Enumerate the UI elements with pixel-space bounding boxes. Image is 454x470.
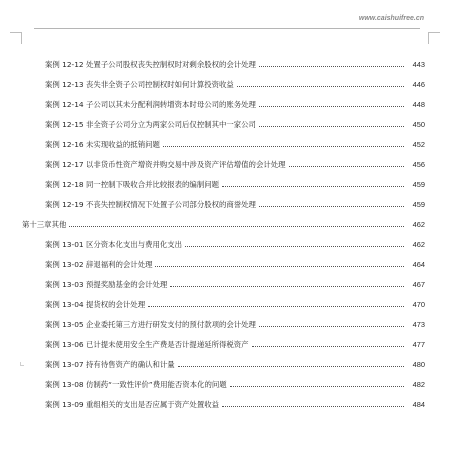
toc-entry-page: 464 (412, 259, 425, 269)
toc-entry-title: 案例 12-18 同一控制下吸收合并比较报表的编制问题 (45, 179, 219, 189)
toc-leader-dots (289, 166, 404, 167)
toc-leader-dots (178, 366, 404, 367)
toc-entry-title: 案例 13-02 辞退福利的会计处理 (45, 259, 153, 269)
toc-entry[interactable] (0, 254, 454, 274)
toc-entry[interactable] (0, 354, 454, 374)
toc-leader-dots (237, 86, 404, 87)
toc-entry[interactable] (0, 114, 454, 134)
toc-entry-page: 467 (412, 279, 425, 289)
toc-entry[interactable] (0, 274, 454, 294)
toc-leader-dots (155, 266, 404, 267)
toc-entry-page: 462 (412, 239, 425, 249)
toc-entry-title: 案例 12-19 不丧失控制权情况下处置子公司部分股权的商誉处理 (45, 199, 256, 209)
toc-leader-dots (170, 286, 404, 287)
toc-entry-title: 案例 13-05 企业委托第三方进行研发支付的预付款项的会计处理 (45, 319, 256, 329)
toc-entry-title: 案例 13-09 重组相关的支出是否应属于资产处置收益 (45, 399, 219, 409)
toc-entry-page: 452 (412, 139, 425, 149)
toc-entry[interactable] (0, 234, 454, 254)
toc-entry[interactable] (0, 94, 454, 114)
toc-entry-title: 案例 13-08 仿制药“一致性评价”费用能否资本化的问题 (45, 379, 227, 389)
toc-entry-title: 案例 13-01 区分资本化支出与费用化支出 (45, 239, 183, 249)
toc-entry-title: 案例 12-17 以非货币性资产增资并购交易中涉及资产评估增值的会计处理 (45, 159, 286, 169)
toc-leader-dots (222, 186, 404, 187)
toc-leader-dots (163, 146, 404, 147)
toc-entry[interactable] (0, 374, 454, 394)
toc-entry[interactable] (0, 74, 454, 94)
toc-entry-title: 案例 12-16 未实现收益的抵销问题 (45, 139, 160, 149)
toc-entry-page: 459 (412, 179, 425, 189)
toc-entry-title: 案例 12-12 处置子公司股权丧失控制权时对剩余股权的会计处理 (45, 59, 256, 69)
toc-entry-page: 450 (412, 119, 425, 129)
toc-entry[interactable] (0, 334, 454, 354)
toc-entry-page: 470 (412, 299, 425, 309)
toc-entry-page: 446 (412, 79, 425, 89)
toc-leader-dots (69, 226, 404, 227)
toc-entry[interactable] (0, 394, 454, 414)
toc-entry[interactable] (0, 194, 454, 214)
paragraph-mark (20, 362, 24, 366)
toc-leader-dots (148, 306, 404, 307)
toc-entry-page: 477 (412, 339, 425, 349)
toc-entry-title: 第十三章其他 (22, 219, 67, 229)
toc-leader-dots (230, 386, 404, 387)
toc-leader-dots (259, 106, 404, 107)
toc-entry[interactable] (0, 314, 454, 334)
crop-mark-top-right (428, 32, 440, 33)
toc-leader-dots (222, 406, 404, 407)
toc-entry[interactable] (0, 154, 454, 174)
toc-entry-title: 案例 13-06 已计提未使用安全生产费是否计提递延所得税资产 (45, 339, 249, 349)
toc-entry-page: 482 (412, 379, 425, 389)
toc-leader-dots (252, 346, 404, 347)
toc-entry[interactable] (0, 134, 454, 154)
crop-mark-top-right-vertical (428, 32, 429, 44)
toc-entry-title: 案例 13-07 持有待售资产的确认和计量 (45, 359, 175, 369)
toc-entry-page: 443 (412, 59, 425, 69)
toc-entry[interactable] (0, 294, 454, 314)
header-url: www.caishuifree.cn (358, 15, 424, 22)
toc-leader-dots (259, 326, 404, 327)
toc-entry-page: 473 (412, 319, 425, 329)
toc-entry-page: 480 (412, 359, 425, 369)
toc-leader-dots (259, 66, 404, 67)
header-rule (34, 28, 420, 29)
toc-entry-page: 459 (412, 199, 425, 209)
crop-mark-top-left-vertical (21, 32, 22, 44)
toc-leader-dots (259, 206, 404, 207)
toc-entry-page: 484 (412, 399, 425, 409)
toc-entry-title: 案例 13-03 预提奖励基金的会计处理 (45, 279, 168, 289)
table-of-contents (0, 54, 454, 414)
toc-entry[interactable] (0, 54, 454, 74)
toc-leader-dots (185, 246, 404, 247)
toc-entry-title: 案例 13-04 提货权的会计处理 (45, 299, 146, 309)
toc-entry-page: 462 (412, 219, 425, 229)
toc-leader-dots (259, 126, 404, 127)
toc-entry[interactable] (0, 174, 454, 194)
toc-entry-title: 案例 12-13 丧失非全资子公司控制权时如何计算投资收益 (45, 79, 234, 89)
toc-entry-title: 案例 12-14 子公司以其未分配利润转增资本时母公司的账务处理 (45, 99, 256, 109)
toc-entry-page: 448 (412, 99, 425, 109)
toc-entry-page: 456 (412, 159, 425, 169)
toc-chapter-entry[interactable] (0, 214, 454, 234)
toc-entry-title: 案例 12-15 非全资子公司分立为两家公司后仅控制其中一家公司 (45, 119, 256, 129)
